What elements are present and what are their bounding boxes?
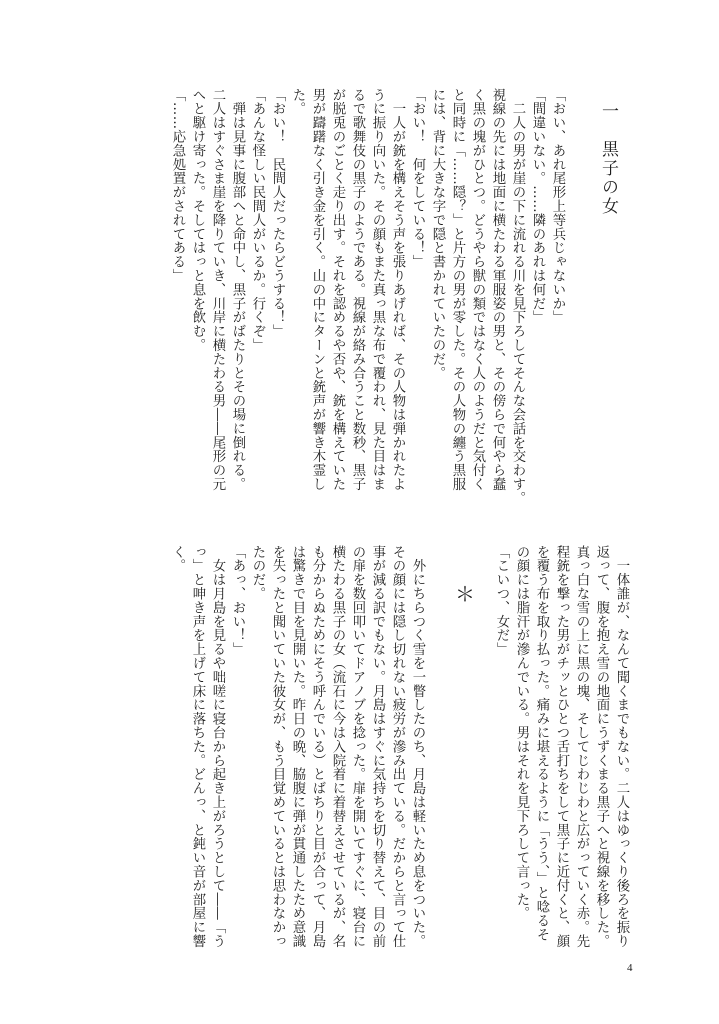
bottom-right-text-block: [491, 545, 631, 948]
text-line: たのだ。: [250, 545, 265, 601]
top-text-block: [167, 88, 567, 505]
text-line: 「こいつ、女だ」: [494, 545, 509, 657]
text-line: 真っ白な雪の上に黒の塊、そしてじわじわと広がっていく赤。先: [574, 545, 589, 949]
text-line: 事が減る訳でもない。月島はすぐに気持ちを切り替えて、目の前: [370, 545, 385, 949]
text-line: 視線の先には地面に横たわる軍服姿の男と、その傍らで何やら蠢: [490, 88, 505, 492]
text-line: た。: [290, 88, 305, 116]
text-line: 返って、腹を抱え雪の地面にうずくまる黒子へと視線を移した。: [594, 545, 609, 949]
text-line: は驚きで目を見開いた。昨日の晩、脇腹に弾が貫通したため意識: [290, 545, 305, 949]
text-line: 「……応急処置がされてある」: [170, 88, 185, 283]
text-line: 横たわる黒子の女（流石に今は入院着に着替えさせているが、名: [330, 545, 345, 949]
text-line: 二人はすぐさま崖を降りていき、川岸に横たわる男――尾形の元: [210, 88, 225, 492]
text-line: には、背に大きな字で隠と書かれていたのだ。: [430, 88, 445, 380]
text-line: の扉を数回叩いてドアノブを捻った。扉を開いてすぐに、寝台に: [350, 545, 365, 949]
text-line: く。: [170, 545, 185, 573]
text-line: 「あんな怪しい民間人がいるか。行くぞ」: [250, 88, 265, 353]
text-line: く黒の塊がひとつ。どうやら獣の類ではなく人のようだと気付く: [470, 88, 485, 492]
text-line: 「おい、あれ尾形上等兵じゃないか」: [550, 88, 565, 325]
text-line: 「間違いない。……隣のあれは何だ」: [530, 88, 545, 325]
text-line: っ」と呻き声を上げて床に落ちた。どんっ、と鈍い音が部屋に響: [190, 545, 205, 949]
text-line: 「おい！ 民間人だったらどうする！」: [270, 88, 285, 339]
text-line: も分からぬためにそう呼んでいる）とばちりと目が合って、月島: [310, 545, 325, 949]
text-line: るで歌舞伎の黒子のようである。視線が絡み合うこと数秒、黒子: [350, 88, 365, 492]
text-line: 「おい！ 何をしている！」: [410, 88, 425, 269]
text-line: 一体誰が、なんて聞くまでもない。二人はゆっくり後ろを振り: [614, 545, 629, 949]
text-line: を失ったと聞いていた彼女が、もう目覚めているとは思わなかっ: [270, 545, 285, 949]
text-line: 女は月島を見るや咄嗟に寝台から起き上がろうとして――「う: [210, 545, 225, 949]
page-number: 4: [627, 962, 633, 974]
text-line: 一人が銃を構えそう声を張りあげれば、その人物は弾かれたよ: [390, 88, 405, 492]
text-line: 外にちらつく雪を一瞥したのち、月島は軽いため息をついた。: [410, 545, 425, 949]
text-line: 「あっ、おい！」: [230, 545, 245, 657]
text-line: 二人の男が崖の下に流れる川を見下ろしてそんな会話を交わす。: [510, 88, 525, 505]
text-line: うに振り向いた。その顔もまた真っ黒な布で覆われ、見た目はま: [370, 88, 385, 492]
text-line: と同時に「……隠？」と片方の男が零した。その人物の纏う黒服: [450, 88, 465, 492]
section-divider: ＊: [455, 582, 475, 606]
text-line: その顔には隠し切れない疲労が滲み出ている。だからと言って仕: [390, 545, 405, 949]
text-line: 男が躊躇なく引き金を引く。山の中にターンと銃声が響き木霊し: [310, 88, 325, 492]
text-line: の顔には脂汗が滲んでいる。男はそれを見下ろして言った。: [514, 545, 529, 921]
bottom-left-text-block: [167, 545, 427, 948]
chapter-title: 一 黒子の女: [598, 102, 618, 216]
text-line: 弾は見事に腹部へと命中し、黒子がばたりとその場に倒れる。: [230, 88, 245, 492]
text-line: が脱兎のごとく走り出す。それを認めるや否や、銃を構えていた: [330, 88, 345, 492]
text-line: 程銃を撃った男がチッとひとつ舌打ちをして黒子に近付くと、顔: [554, 545, 569, 949]
text-line: へと駆け寄った。そしてはっと息を飲む。: [190, 88, 205, 353]
text-line: を覆う布を取り払った。痛みに堪えるように「うう、」と唸るそ: [534, 545, 549, 942]
